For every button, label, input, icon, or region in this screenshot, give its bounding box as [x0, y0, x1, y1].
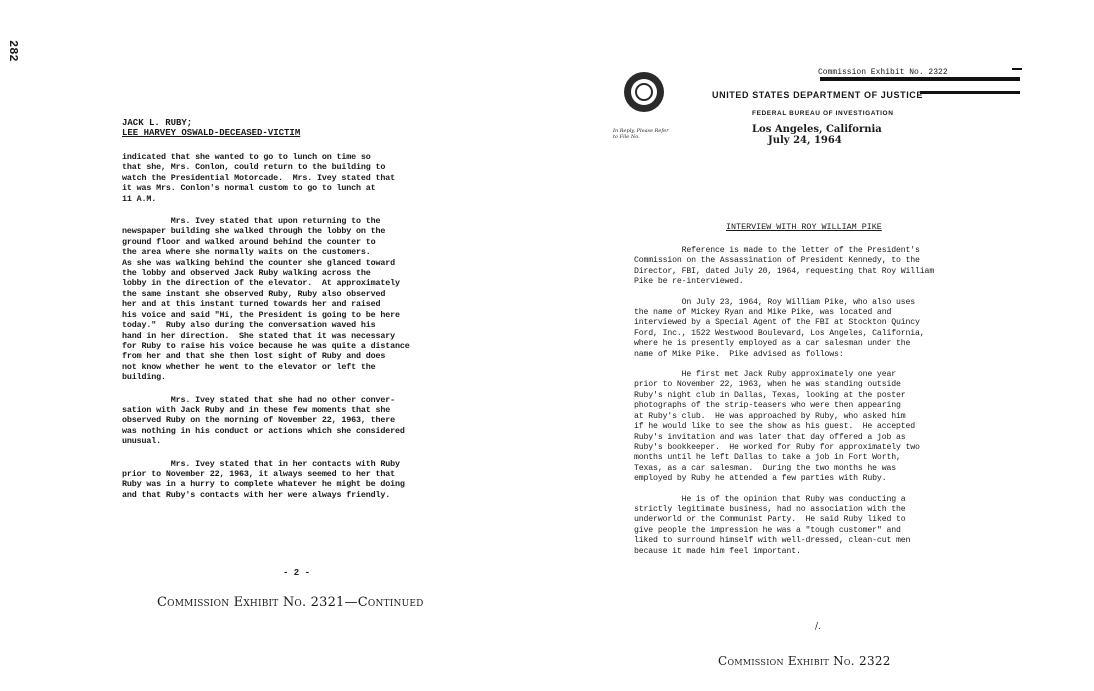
- interview-title: INTERVIEW WITH ROY WILLIAM PIKE: [726, 222, 882, 232]
- date: July 24, 1964: [768, 135, 842, 146]
- fbi-seal-icon: [624, 72, 664, 112]
- right-caption: Commission Exhibit No. 2322: [718, 654, 891, 668]
- right-paragraph-3: He first met Jack Ruby approximately one year prior to November 22, 1963, when he was standing outside Ruby's night club in Dallas, Texas, looking at the poster photographs of the strip-teasers who were then appearing at Ruby's club. He was approached by Ruby, who asked him if he would like to see the show as his guest. He accepted Ruby's invitation and was later that day offered a job as Ruby's bookkeeper. He worked for Ruby for approximately two months until he left Dallas to take a job in Fort Worth, Texas, as a car salesman. During the two months he was employed by Ruby he attended a few parties with Ruby.: [634, 370, 920, 484]
- department-name: UNITED STATES DEPARTMENT OF JUSTICE: [712, 90, 924, 100]
- left-page-number: - 2 -: [283, 568, 311, 578]
- right-paragraph-4: He is of the opinion that Ruby was conducting a strictly legitimate business, had no association with the underworld or the Communist Party. He said Ruby liked to give people the impression he was a "tough customer" and liked to surround himself with well-dressed, clean-cut men because it made him feel important.: [634, 494, 911, 556]
- left-paragraph-3: Mrs. Ivey stated that she had no other conver- sation with Jack Ruby and in these few moments that she observed Ruby on the morning of November 22, 1963, there was nothing in his conduct or actions which she considered unusual.: [122, 394, 405, 447]
- header-name: JACK L. RUBY;: [122, 118, 193, 128]
- left-paragraph-2: Mrs. Ivey stated that upon returning to the newspaper building she walked through the lobby on the ground floor and walked around behind the counter to the area where she normally waits on the customers. As she was walking behind the counter she glanced toward the lobby and observed Jack Ruby walking across the lobby in the direction of the elevator. At approximately the same instant she observed Ruby, Ruby also observed her and at this instant turned towards her and raised his voice and said "Hi, the President is going to be here today." Ruby also during the conversation waved his hand in her direction. She stated that it was necessary for Ruby to raise his voice because he was quite a distance from her and that she then lost sight of Ruby and does not know whether he went to the elevator or left the building.: [122, 216, 410, 383]
- header-dash: [1012, 68, 1022, 70]
- exhibit-label: Commission Exhibit No. 2322: [818, 68, 948, 77]
- header-rule-bottom: [920, 91, 1020, 94]
- left-page-body: [122, 118, 462, 500]
- left-paragraph-4: Mrs. Ivey stated that in her contacts with Ruby prior to November 22, 1963, it always seemed to her that Ruby was in a hurry to complete whatever he might be doing and that Ruby's contacts with her were always friendly.: [122, 458, 405, 500]
- header-rule-top: [820, 77, 1020, 81]
- right-paragraph-2: On July 23, 1964, Roy William Pike, who also uses the name of Mickey Ryan and Mike Pike, was located and interviewed by a Special Agent of the FBI at Stockton Quincy Ford, Inc., 1522 Westwood Boulevard, Los Angeles, California, where he is presently employed as a car salesman under the name of Mike Pike. Pike advised as follows:: [634, 297, 925, 359]
- right-page-body: [634, 222, 974, 557]
- city: Los Angeles, California: [752, 124, 882, 135]
- stray-mark: /.: [815, 622, 821, 632]
- left-header: [122, 118, 462, 138]
- reply-note: In Reply, Please Refer to File No.: [613, 128, 669, 140]
- bureau-name: FEDERAL BUREAU OF INVESTIGATION: [752, 110, 894, 117]
- right-paragraph-1: Reference is made to the letter of the President's Commission on the Assassination of President Kennedy, to the Director, FBI, dated July 20, 1964, requesting that Roy William Pike be re-interviewed.: [634, 246, 935, 287]
- header-case: LEE HARVEY OSWALD-DECEASED-VICTIM: [122, 128, 301, 138]
- location-date: [752, 124, 882, 146]
- side-page-number: 282: [6, 40, 20, 62]
- left-paragraph-1: indicated that she wanted to go to lunch on time so that she, Mrs. Conlon, could return to the building to watch the Presidential Motorcade. Mrs. Ivey stated that it was Mrs. Conlon's normal custom to go to lunch at 11 A.M.: [122, 152, 396, 204]
- left-caption: Commission Exhibit No. 2321—Continued: [157, 595, 424, 610]
